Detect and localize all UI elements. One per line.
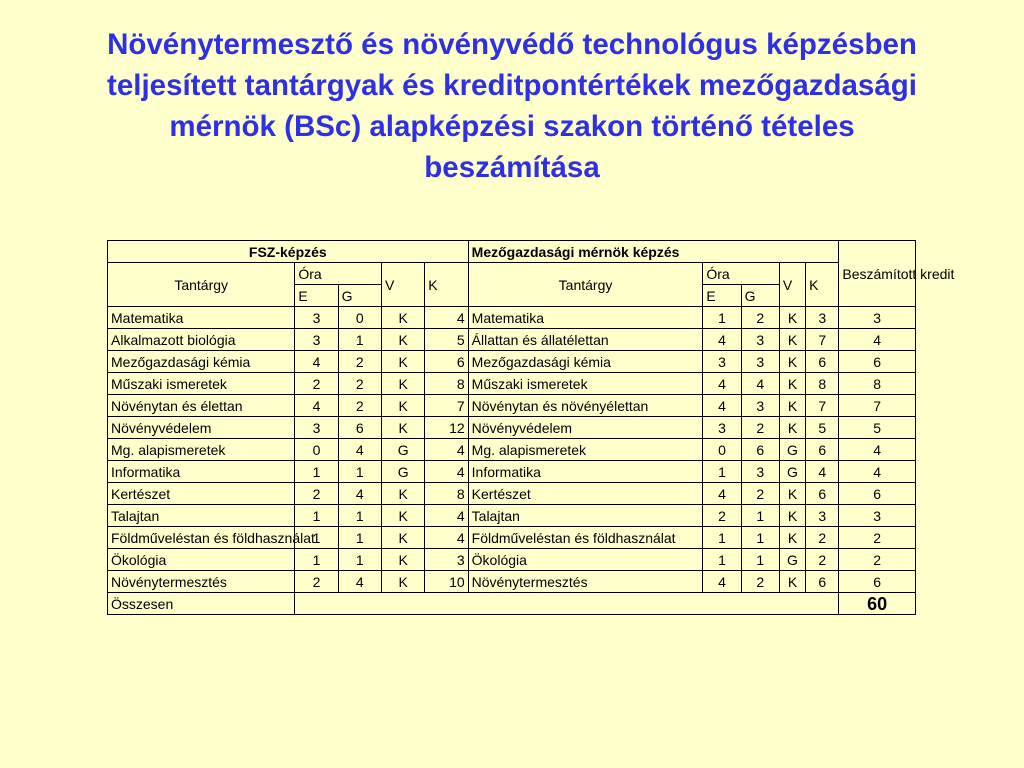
credit-value: 3 bbox=[839, 307, 916, 329]
mg-e: 4 bbox=[703, 373, 741, 395]
credit-value: 7 bbox=[839, 395, 916, 417]
fsz-subject: Ökológia bbox=[108, 549, 295, 571]
fsz-k: 8 bbox=[425, 373, 468, 395]
fsz-k: 4 bbox=[425, 505, 468, 527]
table-row bbox=[108, 417, 916, 439]
table-row bbox=[108, 373, 916, 395]
fsz-subject: Növénytermesztés bbox=[108, 571, 295, 593]
fsz-k: 8 bbox=[425, 483, 468, 505]
fsz-e: 1 bbox=[295, 549, 338, 571]
credit-value: 3 bbox=[839, 505, 916, 527]
fsz-e: 4 bbox=[295, 351, 338, 373]
title-line: mérnök (BSc) alapképzési szakon történő tételes bbox=[169, 110, 855, 143]
fsz-e: 3 bbox=[295, 329, 338, 351]
fsz-e: 1 bbox=[295, 527, 338, 549]
fsz-k: 12 bbox=[425, 417, 468, 439]
mg-v: K bbox=[779, 329, 805, 351]
fsz-g: 1 bbox=[338, 505, 381, 527]
mg-g-header: G bbox=[741, 285, 779, 307]
fsz-v: G bbox=[381, 461, 424, 483]
fsz-v: K bbox=[381, 483, 424, 505]
mg-subject: Ökológia bbox=[468, 549, 703, 571]
mg-g: 1 bbox=[741, 505, 779, 527]
fsz-subject: Kertészet bbox=[108, 483, 295, 505]
table-row bbox=[108, 329, 916, 351]
mg-v: K bbox=[779, 505, 805, 527]
mg-k: 6 bbox=[806, 483, 839, 505]
credit-value: 2 bbox=[839, 549, 916, 571]
mg-k: 3 bbox=[806, 307, 839, 329]
mg-g: 2 bbox=[741, 571, 779, 593]
mg-subject: Kertészet bbox=[468, 483, 703, 505]
mg-e: 2 bbox=[703, 505, 741, 527]
fsz-v: K bbox=[381, 351, 424, 373]
mg-v: G bbox=[779, 461, 805, 483]
mg-subject: Növénytermesztés bbox=[468, 571, 703, 593]
fsz-g: 0 bbox=[338, 307, 381, 329]
total-label: Összesen bbox=[108, 593, 295, 615]
fsz-g: 2 bbox=[338, 395, 381, 417]
table-row bbox=[108, 549, 916, 571]
mg-e: 1 bbox=[703, 307, 741, 329]
mg-k: 2 bbox=[806, 549, 839, 571]
mg-e: 4 bbox=[703, 483, 741, 505]
fsz-k: 6 bbox=[425, 351, 468, 373]
credit-value: 2 bbox=[839, 527, 916, 549]
mg-e: 4 bbox=[703, 329, 741, 351]
fsz-header: FSZ-képzés bbox=[108, 241, 469, 263]
mg-v: K bbox=[779, 373, 805, 395]
fsz-v: K bbox=[381, 329, 424, 351]
table-row bbox=[108, 571, 916, 593]
fsz-subject: Növénytan és élettan bbox=[108, 395, 295, 417]
fsz-ora-header: Óra bbox=[295, 263, 382, 285]
credit-value: 5 bbox=[839, 417, 916, 439]
total-credit-value: 60 bbox=[839, 593, 916, 615]
credit-value: 6 bbox=[839, 571, 916, 593]
mg-k: 5 bbox=[806, 417, 839, 439]
mg-v: K bbox=[779, 307, 805, 329]
table-row bbox=[108, 395, 916, 417]
mg-g: 3 bbox=[741, 395, 779, 417]
fsz-k: 5 bbox=[425, 329, 468, 351]
fsz-g: 4 bbox=[338, 439, 381, 461]
mg-e: 1 bbox=[703, 461, 741, 483]
credit-transfer-table bbox=[107, 240, 955, 615]
mg-v-header: V bbox=[779, 263, 805, 307]
fsz-subject: Mg. alapismeretek bbox=[108, 439, 295, 461]
mg-e: 4 bbox=[703, 571, 741, 593]
fsz-k: 4 bbox=[425, 461, 468, 483]
mg-g: 1 bbox=[741, 549, 779, 571]
mg-subject: Növénytan és növényélettan bbox=[468, 395, 703, 417]
mg-g: 2 bbox=[741, 483, 779, 505]
fsz-e: 4 bbox=[295, 395, 338, 417]
mg-g: 3 bbox=[741, 329, 779, 351]
fsz-k: 7 bbox=[425, 395, 468, 417]
credit-value: 4 bbox=[839, 461, 916, 483]
table-row bbox=[108, 505, 916, 527]
mg-v: K bbox=[779, 351, 805, 373]
credit-header: Beszámított kredit bbox=[839, 241, 916, 307]
mg-subject: Mg. alapismeretek bbox=[468, 439, 703, 461]
credit-value: 6 bbox=[839, 483, 916, 505]
title-line: teljesített tantárgyak és kreditpontértékek mezőgazdasági bbox=[107, 69, 917, 102]
header-row-top bbox=[108, 241, 916, 263]
title-line: Növénytermesztő és növényvédő technológus képzésben bbox=[107, 28, 917, 61]
fsz-e-header: E bbox=[295, 285, 338, 307]
fsz-subject: Mezőgazdasági kémia bbox=[108, 351, 295, 373]
mg-g: 6 bbox=[741, 439, 779, 461]
fsz-v: G bbox=[381, 439, 424, 461]
slide-title bbox=[20, 24, 1004, 188]
mg-k: 4 bbox=[806, 461, 839, 483]
mg-k: 8 bbox=[806, 373, 839, 395]
mg-subject: Mezőgazdasági kémia bbox=[468, 351, 703, 373]
mg-ora-header: Óra bbox=[703, 263, 780, 285]
mg-k: 7 bbox=[806, 329, 839, 351]
mg-e: 3 bbox=[703, 417, 741, 439]
fsz-e: 2 bbox=[295, 571, 338, 593]
table-row bbox=[108, 461, 916, 483]
fsz-k: 4 bbox=[425, 527, 468, 549]
mg-subject: Földműveléstan és földhasználat bbox=[468, 527, 703, 549]
fsz-subject: Informatika bbox=[108, 461, 295, 483]
total-row bbox=[108, 593, 916, 615]
mg-v: K bbox=[779, 395, 805, 417]
mg-v: G bbox=[779, 439, 805, 461]
mg-e: 4 bbox=[703, 395, 741, 417]
fsz-k: 4 bbox=[425, 307, 468, 329]
total-empty-cell bbox=[295, 593, 839, 615]
mg-subject: Állattan és állatélettan bbox=[468, 329, 703, 351]
fsz-v: K bbox=[381, 417, 424, 439]
fsz-v: K bbox=[381, 549, 424, 571]
mg-k: 6 bbox=[806, 571, 839, 593]
mg-e: 3 bbox=[703, 351, 741, 373]
fsz-v: K bbox=[381, 373, 424, 395]
mg-subject: Informatika bbox=[468, 461, 703, 483]
fsz-g: 2 bbox=[338, 351, 381, 373]
fsz-k: 3 bbox=[425, 549, 468, 571]
mg-g: 1 bbox=[741, 527, 779, 549]
mg-e: 0 bbox=[703, 439, 741, 461]
mg-g: 2 bbox=[741, 307, 779, 329]
mg-e-header: E bbox=[703, 285, 741, 307]
mg-g: 2 bbox=[741, 417, 779, 439]
header-row-mid bbox=[108, 263, 916, 285]
mg-k: 7 bbox=[806, 395, 839, 417]
fsz-v: K bbox=[381, 571, 424, 593]
fsz-g: 2 bbox=[338, 373, 381, 395]
fsz-g: 6 bbox=[338, 417, 381, 439]
table-row bbox=[108, 527, 916, 549]
fsz-e: 0 bbox=[295, 439, 338, 461]
mg-g: 3 bbox=[741, 461, 779, 483]
table-row bbox=[108, 439, 916, 461]
fsz-e: 1 bbox=[295, 461, 338, 483]
mg-g: 3 bbox=[741, 351, 779, 373]
fsz-v: K bbox=[381, 395, 424, 417]
fsz-subject: Földműveléstan és földhasználat bbox=[108, 527, 295, 549]
mg-k: 2 bbox=[806, 527, 839, 549]
mg-k: 3 bbox=[806, 505, 839, 527]
fsz-subject: Műszaki ismeretek bbox=[108, 373, 295, 395]
mg-k: 6 bbox=[806, 351, 839, 373]
mg-v: K bbox=[779, 417, 805, 439]
mg-e: 1 bbox=[703, 527, 741, 549]
mg-subject: Matematika bbox=[468, 307, 703, 329]
mg-k-header: K bbox=[806, 263, 839, 307]
mg-g: 4 bbox=[741, 373, 779, 395]
fsz-v-header: V bbox=[381, 263, 424, 307]
mg-v: K bbox=[779, 527, 805, 549]
fsz-e: 3 bbox=[295, 417, 338, 439]
mg-subject: Növényvédelem bbox=[468, 417, 703, 439]
table-row bbox=[108, 483, 916, 505]
mg-v: K bbox=[779, 571, 805, 593]
credit-value: 4 bbox=[839, 329, 916, 351]
fsz-g: 4 bbox=[338, 571, 381, 593]
fsz-subject: Alkalmazott biológia bbox=[108, 329, 295, 351]
fsz-v: K bbox=[381, 527, 424, 549]
fsz-subject-header: Tantárgy bbox=[108, 263, 295, 307]
fsz-v: K bbox=[381, 505, 424, 527]
title-line: beszámítása bbox=[424, 151, 600, 184]
credit-value: 6 bbox=[839, 351, 916, 373]
credit-value: 4 bbox=[839, 439, 916, 461]
fsz-g: 1 bbox=[338, 461, 381, 483]
mg-subject: Műszaki ismeretek bbox=[468, 373, 703, 395]
mg-k: 6 bbox=[806, 439, 839, 461]
mg-v: G bbox=[779, 549, 805, 571]
table-row bbox=[108, 351, 916, 373]
fsz-e: 2 bbox=[295, 483, 338, 505]
table-row bbox=[108, 307, 916, 329]
fsz-v: K bbox=[381, 307, 424, 329]
fsz-g: 4 bbox=[338, 483, 381, 505]
fsz-g: 1 bbox=[338, 329, 381, 351]
fsz-subject: Matematika bbox=[108, 307, 295, 329]
credit-value: 8 bbox=[839, 373, 916, 395]
fsz-e: 3 bbox=[295, 307, 338, 329]
fsz-g-header: G bbox=[338, 285, 381, 307]
fsz-subject: Talajtan bbox=[108, 505, 295, 527]
mg-header: Mezőgazdasági mérnök képzés bbox=[468, 241, 839, 263]
fsz-k-header: K bbox=[425, 263, 468, 307]
fsz-e: 2 bbox=[295, 373, 338, 395]
fsz-k: 4 bbox=[425, 439, 468, 461]
mg-e: 1 bbox=[703, 549, 741, 571]
mg-subject-header: Tantárgy bbox=[468, 263, 703, 307]
mg-subject: Talajtan bbox=[468, 505, 703, 527]
fsz-k: 10 bbox=[425, 571, 468, 593]
fsz-subject: Növényvédelem bbox=[108, 417, 295, 439]
fsz-e: 1 bbox=[295, 505, 338, 527]
fsz-g: 1 bbox=[338, 527, 381, 549]
mg-v: K bbox=[779, 483, 805, 505]
fsz-g: 1 bbox=[338, 549, 381, 571]
